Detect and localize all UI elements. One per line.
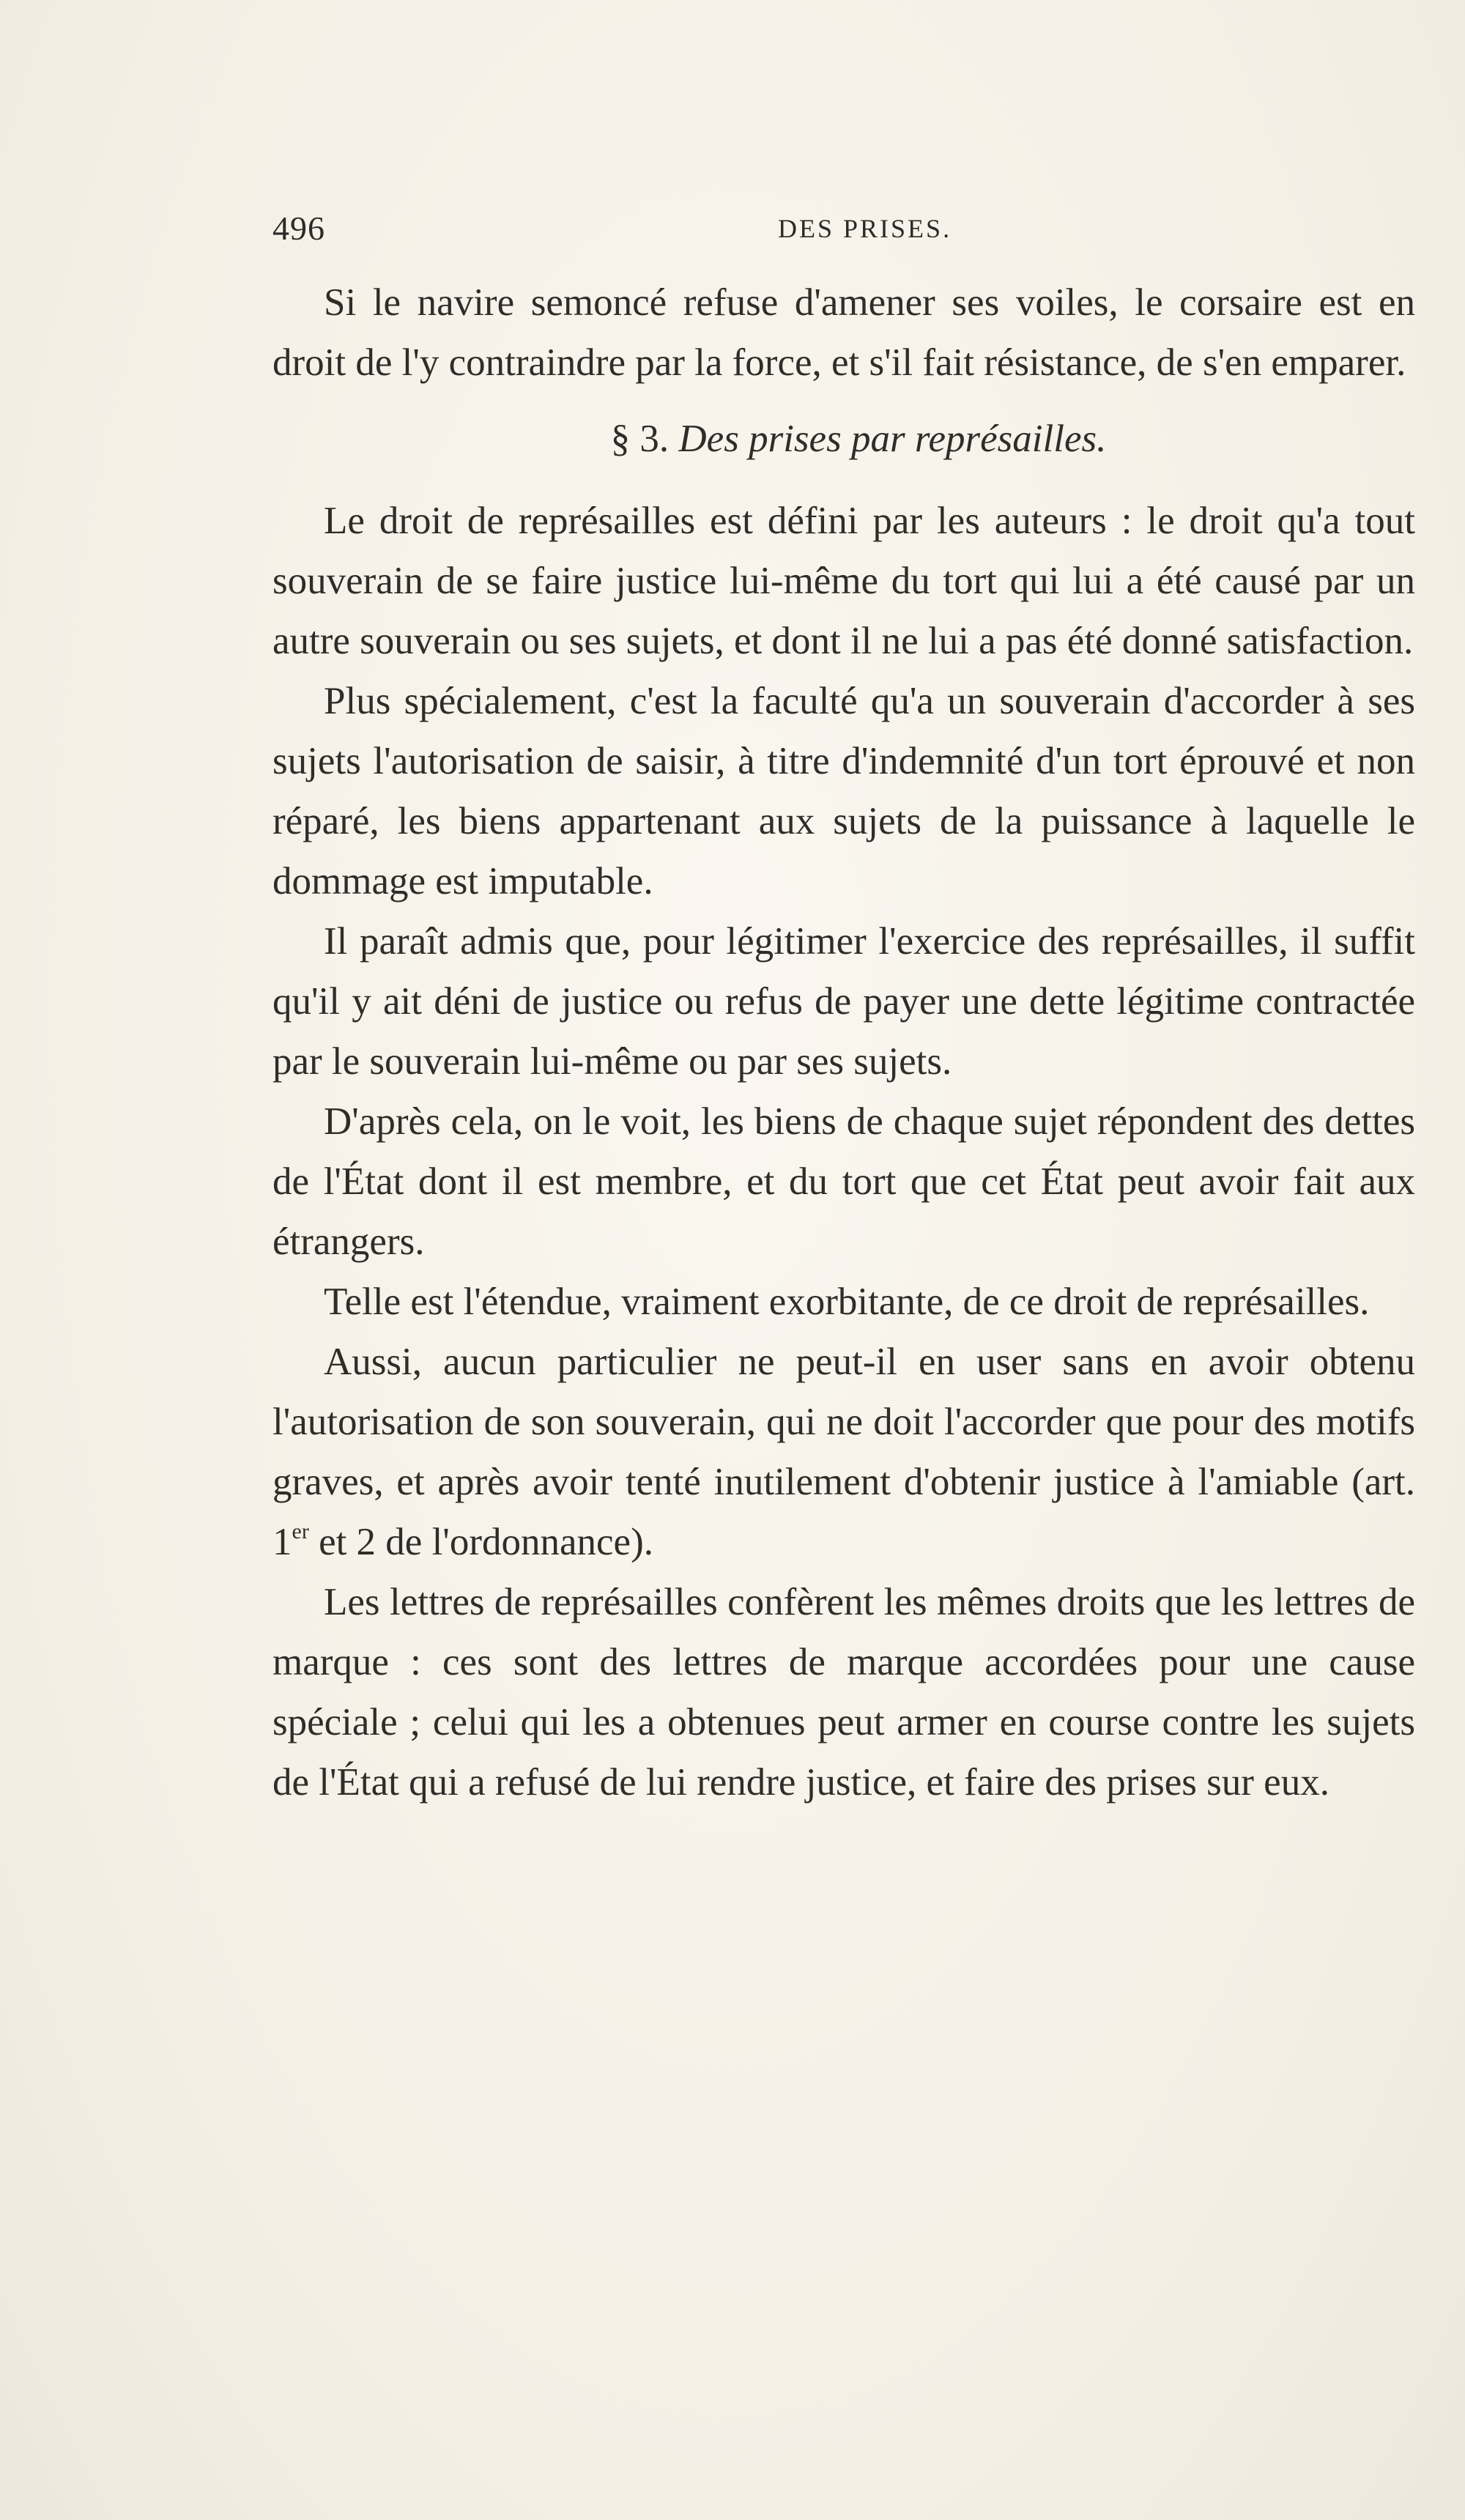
paragraph-7-start: Aussi, aucun particulier ne peut-il en user sans en avoir obtenu l'autorisation de son souverain, qui ne doit l'accorder que pour des motifs graves, et après avoir tenté inutilement d'obtenir justice à l'amiable (art. 1 (272, 1341, 1415, 1563)
section-number: § 3. (610, 418, 670, 460)
paragraph-7 (272, 1332, 1415, 1572)
paragraph-2: Le droit de représailles est défini par les auteurs : le droit qu'a tout souverain de se faire justice lui-même du tort qui lui a été causé par un autre souverain ou ses sujets, et dont il ne lui a pas été donné satisfaction. (272, 500, 1415, 662)
section-title: Des prises par représailles. (678, 418, 1107, 460)
section-heading (272, 409, 1415, 469)
body-text (272, 273, 1415, 1812)
running-title: DES PRISES. (778, 214, 952, 243)
paragraph-6: Telle est l'étendue, vraiment exorbitante, de ce droit de représailles. (324, 1281, 1370, 1323)
paragraph-8: Les lettres de représailles confèrent les mêmes droits que les lettres de marque : ces sont des lettres de marque accordées pour une cause spéciale ; celui qui les a obtenues peut armer en course contre les sujets de l'État qui a refusé de lui rendre justice, et faire des prises sur eux. (272, 1581, 1415, 1804)
superscript-er: er (292, 1519, 309, 1544)
paragraph-7-end: et 2 de l'ordonnance). (308, 1521, 653, 1563)
page-number: 496 (272, 210, 325, 247)
paragraph-1: Si le navire semoncé refuse d'amener ses voiles, le corsaire est en droit de l'y contraindre par la force, et s'il fait résistance, de s'en emparer. (272, 281, 1415, 384)
page-header (272, 209, 1444, 260)
paragraph-5: D'après cela, on le voit, les biens de chaque sujet répondent des dettes de l'État dont il est membre, et du tort que cet État peut avoir fait aux étrangers. (272, 1100, 1415, 1263)
paragraph-3: Plus spécialement, c'est la faculté qu'a un souverain d'accorder à ses sujets l'autorisation de saisir, à titre d'indemnité d'un tort éprouvé et non réparé, les biens appartenant aux sujets de la puissance à laquelle le dommage est imputable. (272, 680, 1415, 903)
paragraph-4: Il paraît admis que, pour légitimer l'exercice des représailles, il suffit qu'il y ait déni de justice ou refus de payer une dette légitime contractée par le souverain lui-même ou par ses sujets. (272, 920, 1415, 1083)
